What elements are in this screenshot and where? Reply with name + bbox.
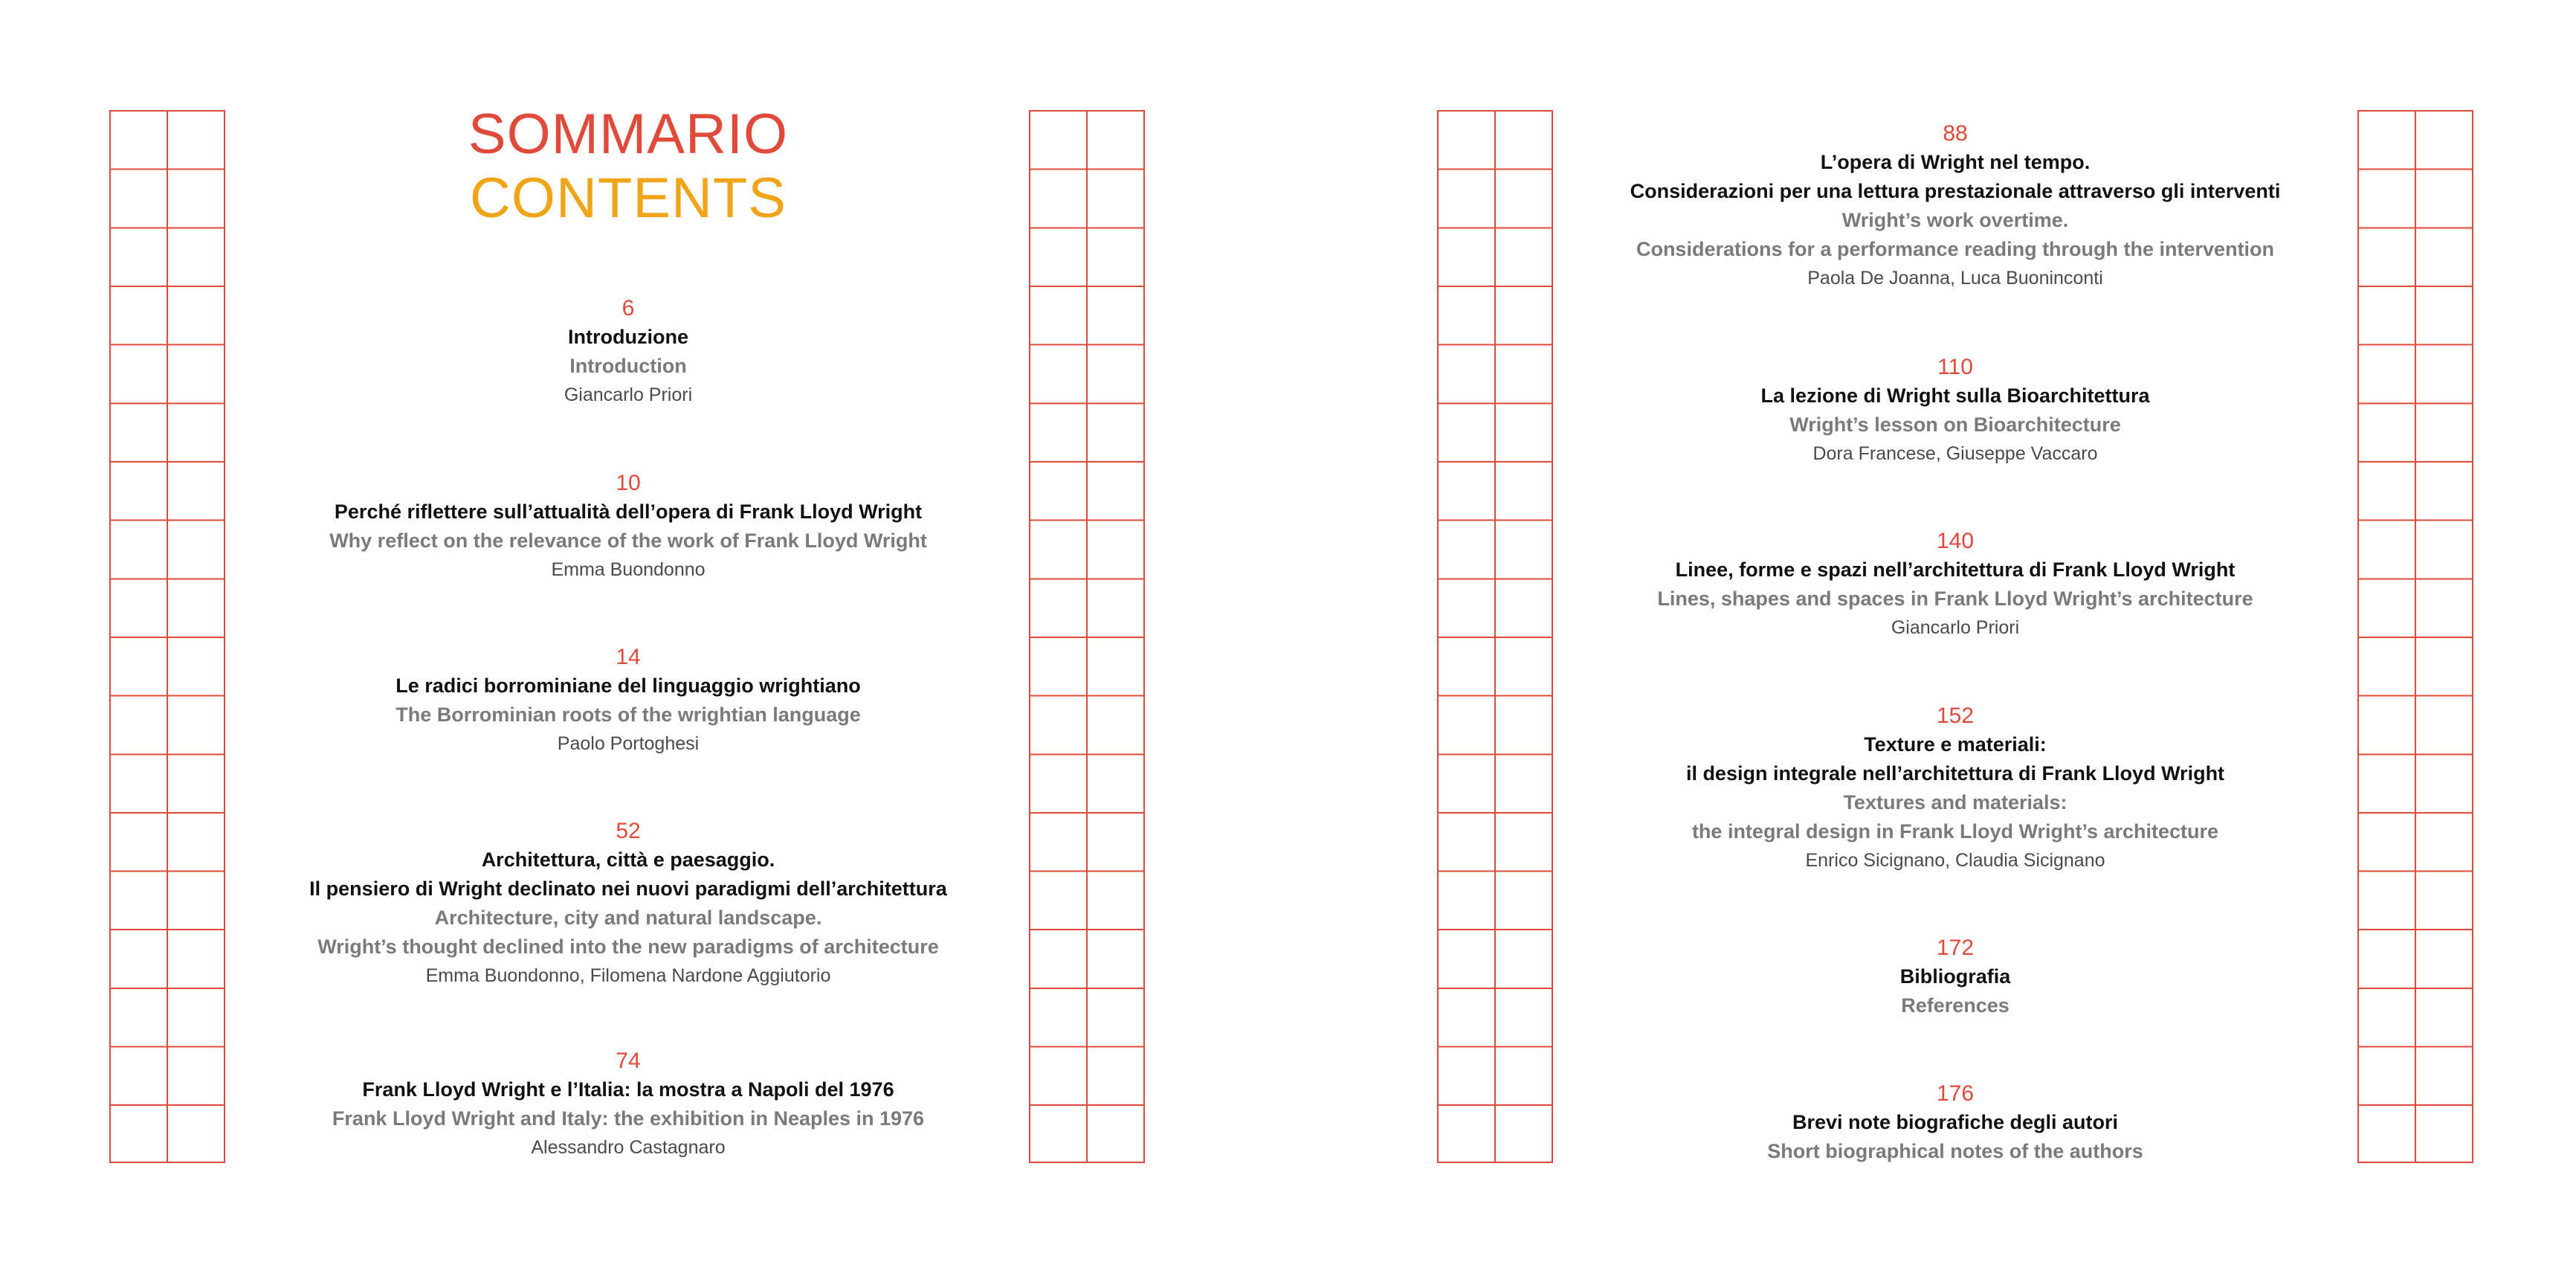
title-english: The Borrominian roots of the wrightian language (396, 703, 861, 726)
toc-entry[interactable] (1584, 352, 2327, 468)
title-italian: Perché riflettere sull’attualità dell’opera di Frank Lloyd Wright (334, 500, 923, 523)
toc-entry[interactable] (1584, 527, 2327, 643)
authors: Enrico Sicignano, Claudia Sicignano (1805, 850, 2105, 871)
title-italian: Frank Lloyd Wright e l’Italia: la mostra a Napoli del 1976 (362, 1078, 894, 1101)
page-number: 74 (616, 1049, 641, 1073)
title-italian: Bibliografia (1899, 965, 2011, 988)
decorative-grid-right-outer (2357, 110, 2473, 1163)
title-english-line-2: Wright’s thought declined into the new paradigms of architecture (317, 936, 939, 958)
decorative-grid-right-inner (1437, 110, 1553, 1163)
authors: Dora Francese, Giuseppe Vaccaro (1812, 443, 2098, 464)
title-english-line-1: Architecture, city and natural landscape. (434, 907, 822, 929)
title-italian: Le radici borrominiane del linguaggio wrightiano (396, 674, 861, 697)
page-number: 140 (1936, 529, 1975, 553)
toc-entry[interactable] (1584, 119, 2327, 293)
title-italian-line-1: L’opera di Wright nel tempo. (1820, 151, 2091, 173)
title-italian-line-2: il design integrale nell’architettura di Frank Lloyd Wright (1685, 762, 2225, 785)
page-number: 176 (1936, 1081, 1975, 1106)
toc-entry[interactable] (1584, 933, 2327, 1020)
title-english: Frank Lloyd Wright and Italy: the exhibition in Neaples in 1976 (332, 1107, 925, 1130)
toc-entry[interactable] (245, 817, 1011, 991)
title-italian-line-1: Texture e materiali: (1864, 733, 2047, 756)
title-italian-line-2: Il pensiero di Wright declinato nei nuovi paradigmi dell’architettura (309, 878, 947, 900)
title-english: Lines, shapes and spaces in Frank Lloyd Wright’s architecture (1657, 587, 2253, 610)
decorative-grid-left-outer (109, 110, 225, 1163)
title-italian: Brevi note biografiche degli autori (1792, 1111, 2119, 1133)
title-italian: La lezione di Wright sulla Bioarchitettura (1760, 384, 2150, 407)
title-english-line-2: Considerations for a performance reading through the intervention (1636, 238, 2275, 260)
toc-entry[interactable] (1584, 701, 2327, 875)
title-english: Why reflect on the relevance of the work of Frank Lloyd Wright (329, 529, 927, 552)
title-english: Wright’s lesson on Bioarchitecture (1789, 413, 2121, 436)
authors: Emma Buondonno (551, 559, 706, 580)
decorative-grid-left-inner (1029, 110, 1145, 1163)
page-number: 152 (1936, 703, 1975, 728)
page-number: 52 (616, 819, 641, 843)
title-english: Introduction (569, 355, 687, 377)
page-number: 14 (616, 645, 641, 669)
authors: Paolo Portoghesi (557, 733, 700, 754)
authors: Alessandro Castagnaro (531, 1137, 726, 1158)
page-number: 88 (1943, 121, 1968, 146)
authors: Emma Buondonno, Filomena Nardone Aggiutorio (425, 965, 831, 986)
title-italian: Introduzione (568, 326, 688, 348)
authors: Giancarlo Priori (564, 384, 693, 405)
title-english-line-1: Textures and materials: (1843, 791, 2067, 814)
page-number: 172 (1936, 936, 1975, 960)
page-number: 10 (616, 471, 641, 495)
toc-entry[interactable] (245, 468, 1011, 585)
page-number: 110 (1937, 355, 1973, 379)
title-english-line-1: Wright’s work overtime. (1841, 209, 2069, 231)
authors: Paola De Joanna, Luca Buoninconti (1807, 268, 2103, 289)
heading-sommario: SOMMARIO (468, 103, 789, 166)
title-italian-line-2: Considerazioni per una lettura prestazionale attraverso gli interventi (1630, 180, 2281, 202)
heading-contents: CONTENTS (470, 167, 787, 230)
toc-entry[interactable] (245, 294, 1011, 410)
title-english: Short biographical notes of the authors (1767, 1140, 2143, 1162)
toc-entry[interactable] (245, 1046, 1011, 1162)
page-number: 6 (622, 296, 635, 321)
authors: Giancarlo Priori (1891, 617, 2020, 638)
title-italian: Linee, forme e spazi nell’architettura di Frank Lloyd Wright (1675, 558, 2236, 581)
toc-entry[interactable] (245, 643, 1011, 759)
title-italian-line-1: Architettura, città e paesaggio. (481, 849, 775, 871)
toc-entry[interactable] (1584, 1079, 2327, 1166)
title-english: References (1901, 994, 2010, 1017)
title-english-line-2: the integral design in Frank Lloyd Wright’s architecture (1691, 820, 2219, 843)
